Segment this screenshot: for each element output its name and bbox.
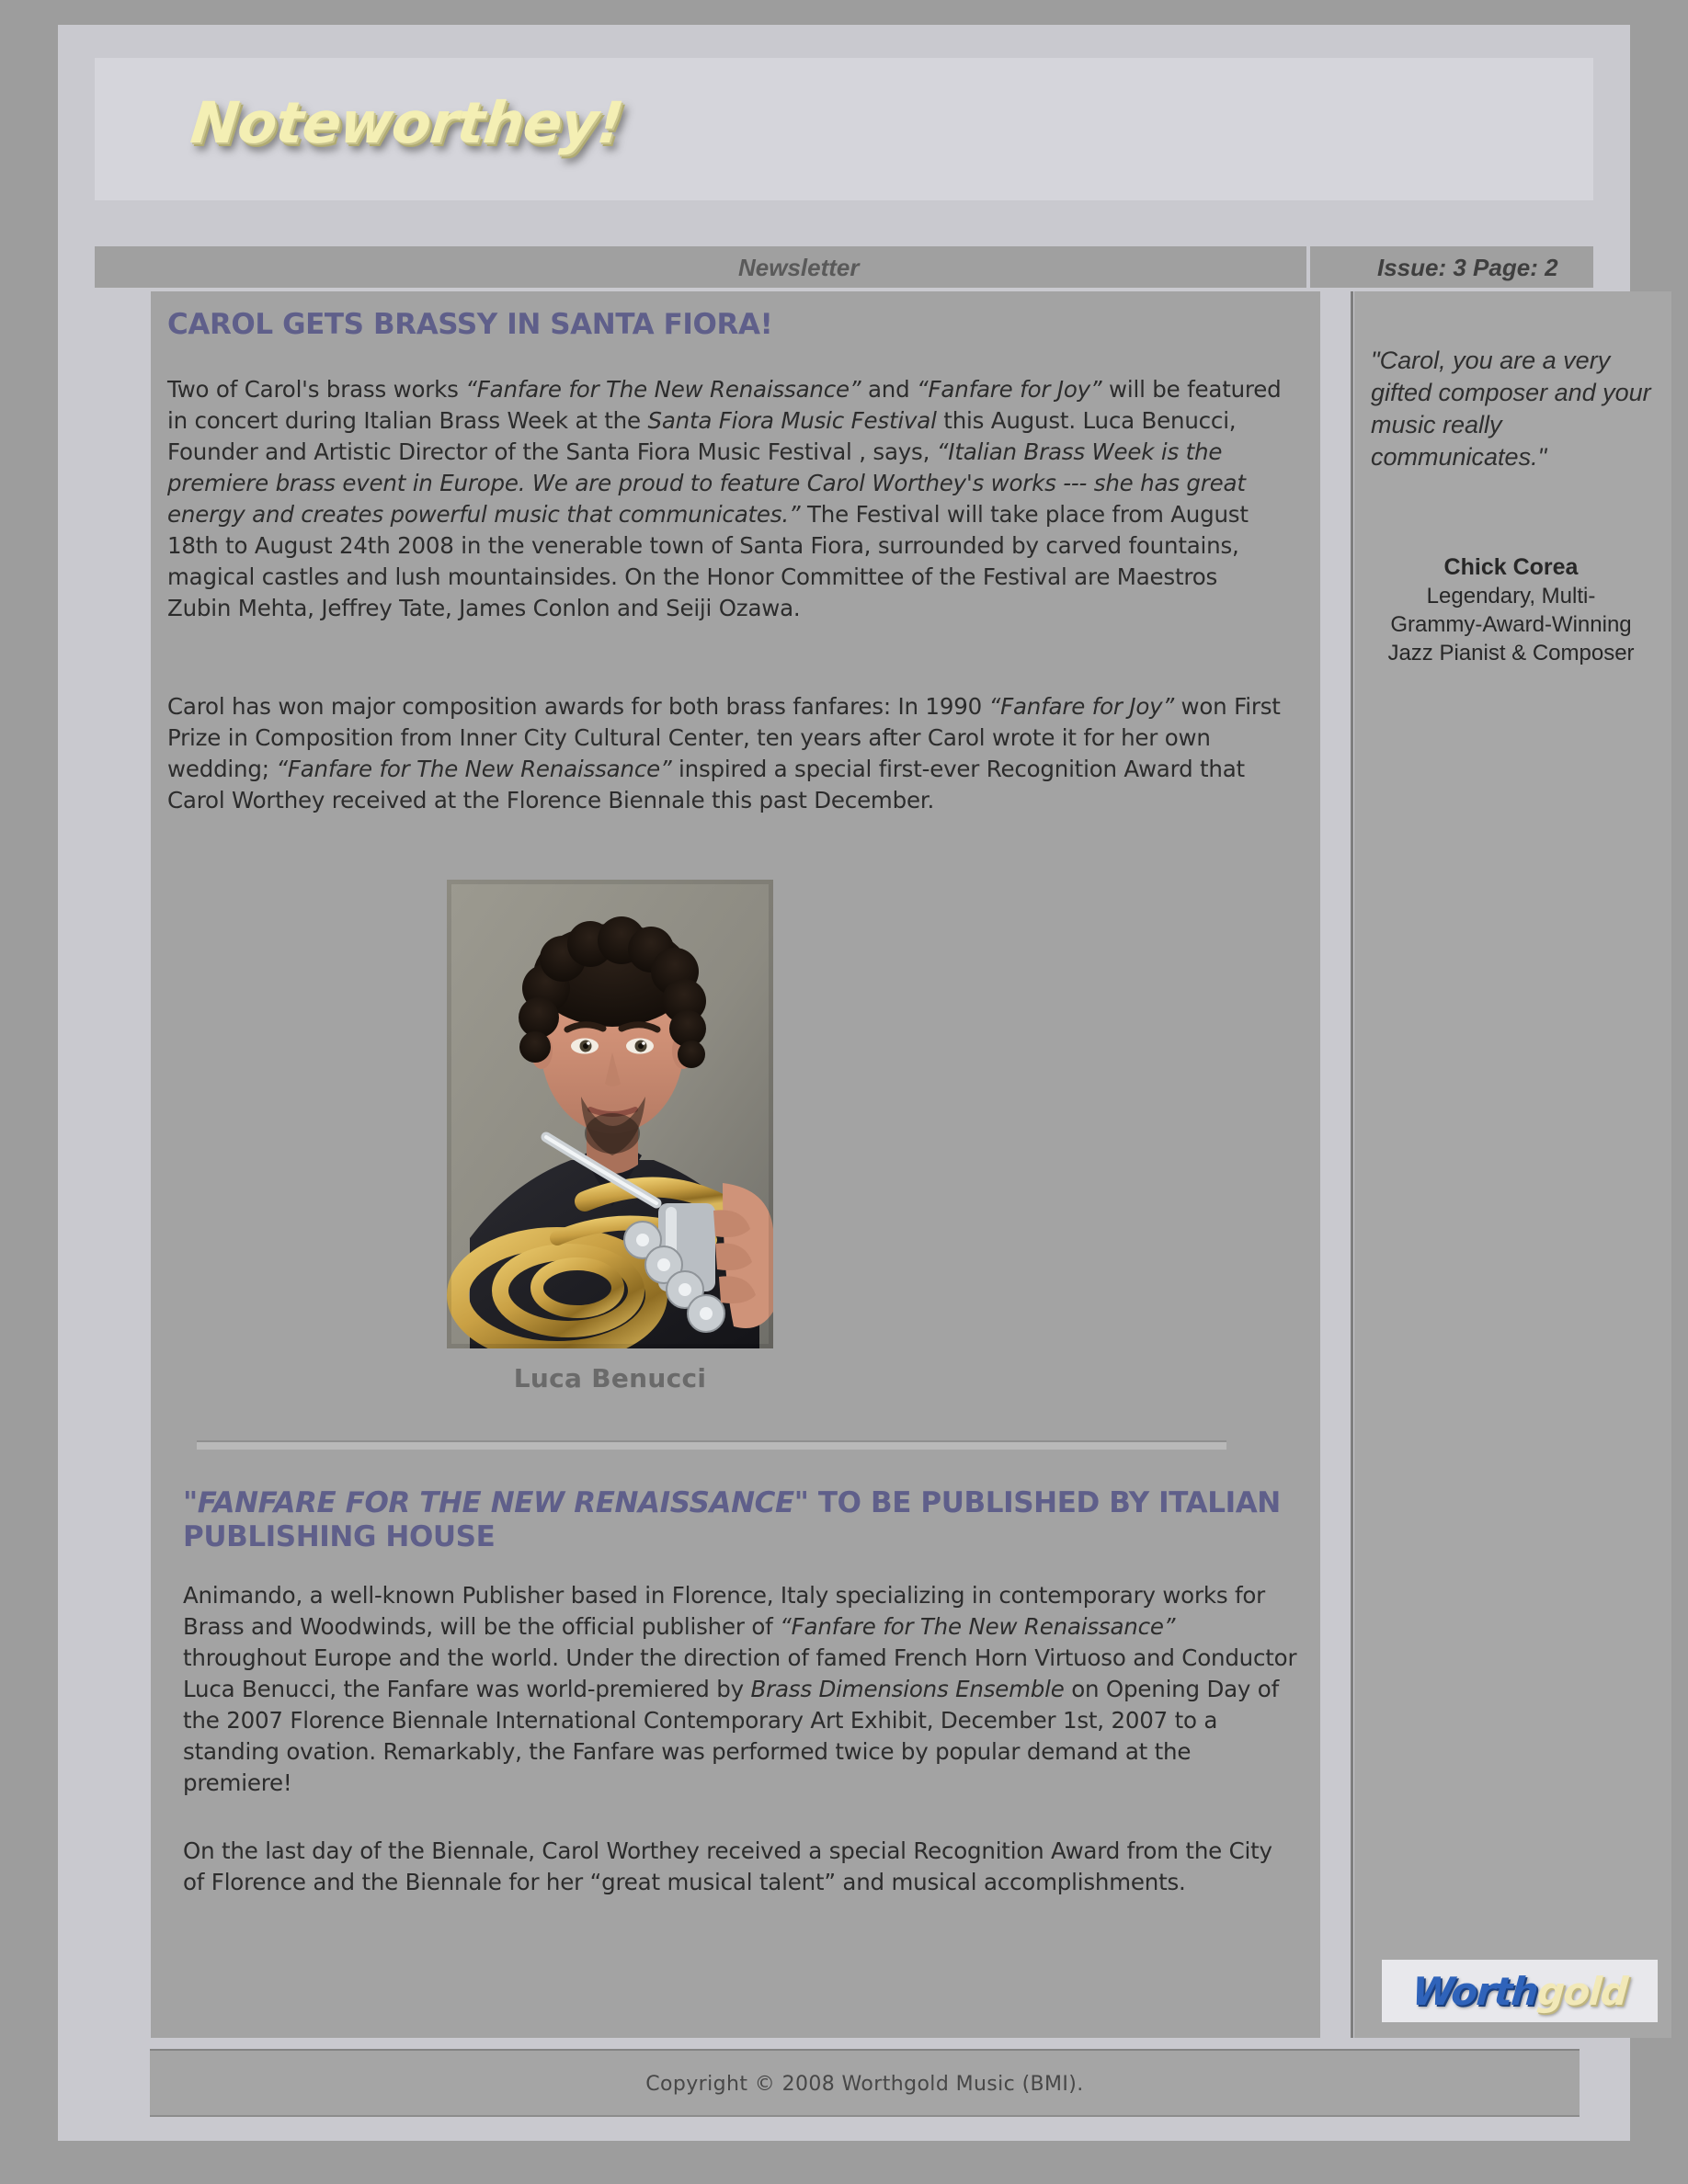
issue-bar bbox=[95, 246, 1593, 288]
main-content-column bbox=[151, 291, 1320, 2038]
luca-benucci-photo bbox=[447, 880, 773, 1348]
title-fanfare-new-renaissance: “Fanfare for The New Renaissance” bbox=[465, 376, 861, 403]
ensemble-name: Brass Dimensions Ensemble bbox=[750, 1676, 1065, 1702]
text-run: won First Prize in Composition from Inner City Cultural Center, ten years after Carol wrote it for her own wedding; bbox=[167, 693, 1281, 782]
newsletter-label: Newsletter bbox=[738, 254, 860, 281]
article-2-paragraph-1 bbox=[183, 1580, 1300, 1799]
photo-caption: Luca Benucci bbox=[513, 1363, 707, 1393]
article-1-paragraph-1 bbox=[167, 374, 1284, 624]
festival-name: Santa Fiora Music Festival bbox=[647, 407, 937, 434]
worthgold-wordmark bbox=[1411, 1969, 1629, 2014]
article-2-headline bbox=[183, 1486, 1300, 1553]
text-run: will be featured in concert during Italian Brass Week at the bbox=[167, 376, 1282, 434]
title-fanfare-for-joy: “Fanfare for Joy” bbox=[917, 376, 1102, 403]
text-run: on Opening Day of the 2007 Florence Biennale International Contemporary Art Exhibit, December 1st, 2007 to a standing ovation. Remarkably, the Fanfare was performed twice by popular demand at the premiere! bbox=[183, 1676, 1280, 1796]
worthgold-logo bbox=[1382, 1960, 1658, 2022]
footer bbox=[150, 2051, 1580, 2115]
article-2-headline-italic: "FANFARE FOR THE NEW RENAISSANCE" bbox=[183, 1486, 809, 1519]
worthgold-gold: gold bbox=[1535, 1968, 1629, 2014]
text-run: Two of Carol's brass works bbox=[167, 376, 466, 403]
article-1-headline: CAROL GETS BRASSY IN SANTA FIORA! bbox=[167, 308, 773, 341]
masthead-banner bbox=[95, 58, 1593, 200]
attribution-line-2: Grammy-Award-Winning bbox=[1390, 612, 1632, 637]
text-run: Carol has won major composition awards for both brass fanfares: In 1990 bbox=[167, 693, 989, 720]
section-divider bbox=[197, 1440, 1226, 1450]
issue-page-label: Issue: 3 Page: 2 bbox=[1377, 254, 1558, 281]
title-fanfare-for-joy: “Fanfare for Joy” bbox=[988, 693, 1174, 720]
attribution-line-3: Jazz Pianist & Composer bbox=[1387, 641, 1635, 665]
footer-bottom-rule bbox=[150, 2115, 1580, 2117]
text-run: inspired a special first-ever Recognition Award that Carol Worthey received at the Florence Biennale this past December. bbox=[167, 756, 1245, 813]
benucci-quote: “Italian Brass Week is the premiere brass event in Europe. We are proud to feature Carol Worthey's works --- she has great energy and creates powerful music that communicates.” bbox=[167, 438, 1246, 528]
worthgold-worth: Worth bbox=[1410, 1968, 1540, 2014]
issue-bar-left-band bbox=[95, 246, 1306, 288]
photo-illustration bbox=[447, 880, 773, 1348]
photo-block bbox=[447, 880, 773, 1393]
noteworthey-logo: Noteworthey! bbox=[188, 89, 626, 156]
attribution-name: Chick Corea bbox=[1443, 554, 1579, 580]
attribution-line-1: Legendary, Multi- bbox=[1426, 584, 1596, 609]
pullquote-attribution bbox=[1362, 553, 1660, 667]
text-run: Animando, a well-known Publisher based in Florence, Italy specializing in contemporary works for Brass and Woodwinds, will be the official publisher of bbox=[183, 1582, 1266, 1640]
article-2-paragraph-2: On the last day of the Biennale, Carol Worthey received a special Recognition Award from the City of Florence and the Biennale for her “great musical talent” and musical accomplishments. bbox=[183, 1837, 1272, 1895]
article-1-paragraph-2 bbox=[167, 691, 1284, 816]
title-fanfare-new-renaissance: “Fanfare for The New Renaissance” bbox=[780, 1613, 1176, 1640]
text-run: The Festival will take place from August 18th to August 24th 2008 in the venerable town of Santa Fiora, surrounded by carved fountains, magical castles and lush mountainsides. On the Honor Committee of the Festival are Maestros Zubin Mehta, Jeffrey Tate, James Conlon and Seiji Ozawa. bbox=[167, 501, 1249, 621]
newsletter-page bbox=[58, 25, 1651, 2141]
sidebar-divider-rule bbox=[1351, 291, 1353, 2038]
article-2-headline-roman: TO BE PUBLISHED BY ITALIAN PUBLISHING HOUSE bbox=[183, 1486, 1281, 1553]
text-run: and bbox=[861, 376, 918, 403]
pullquote-text: "Carol, you are a very gifted composer and your music really communicates." bbox=[1371, 347, 1651, 471]
text-run: this August. Luca Benucci, Founder and Artistic Director of the Santa Fiora Music Festival , says, bbox=[167, 407, 1237, 465]
title-fanfare-new-renaissance: “Fanfare for The New Renaissance” bbox=[276, 756, 672, 782]
copyright-text: Copyright © 2008 Worthgold Music (BMI). bbox=[645, 2073, 1084, 2096]
text-run: throughout Europe and the world. Under the direction of famed French Horn Virtuoso and Conductor Luca Benucci, the Fanfare was world-premiered by bbox=[183, 1644, 1297, 1702]
sidebar-column bbox=[1354, 291, 1671, 2038]
